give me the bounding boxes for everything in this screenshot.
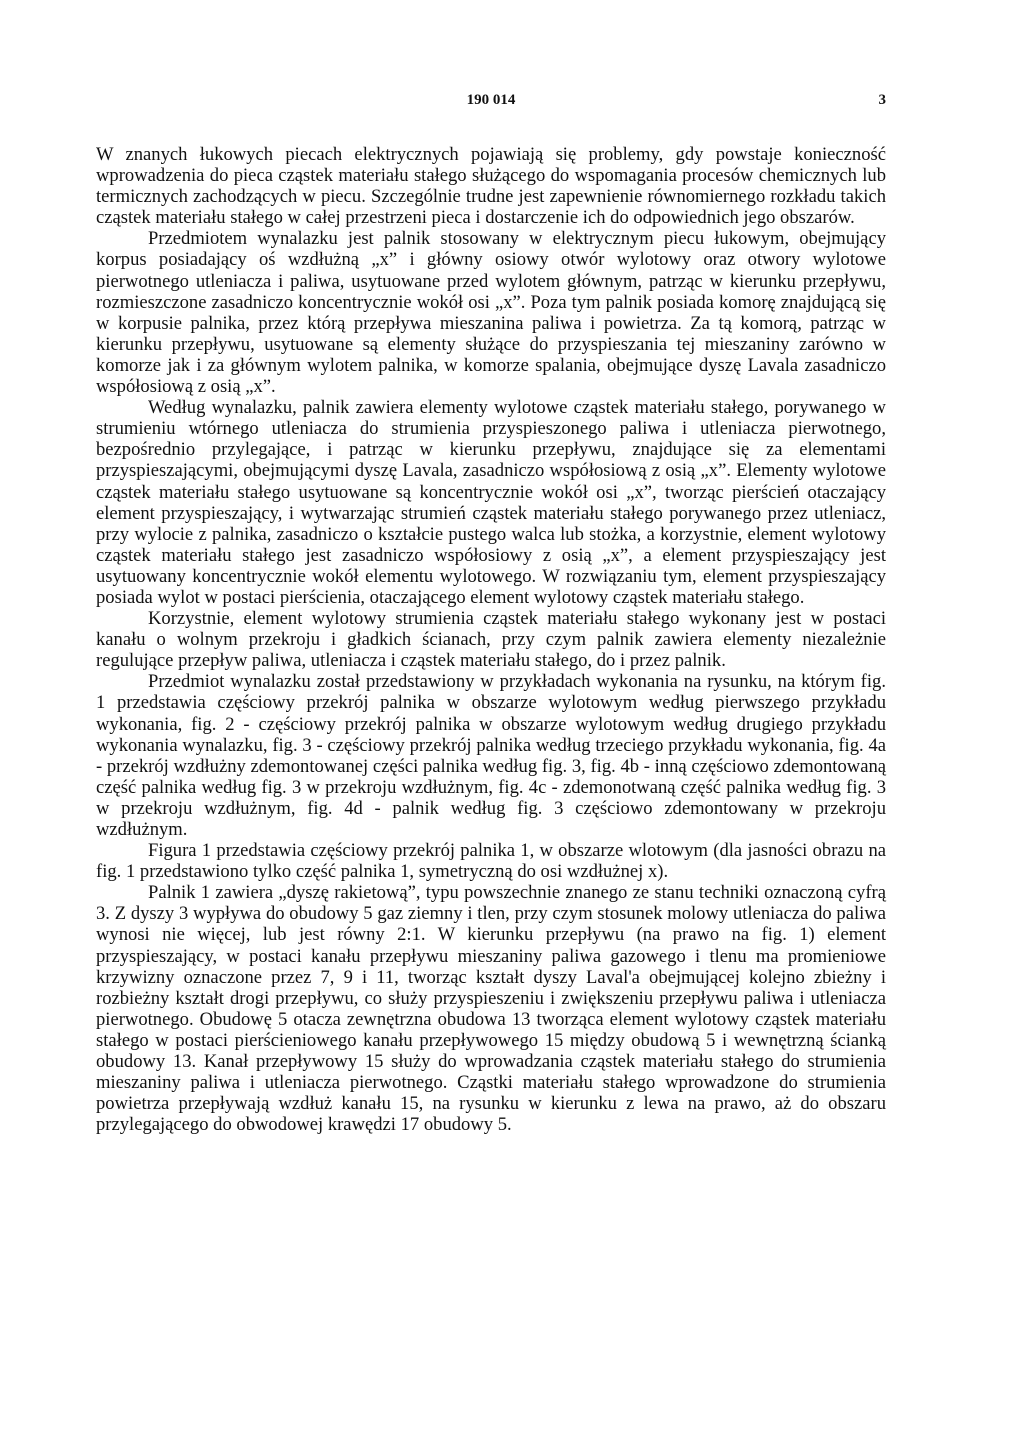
paragraph-2: Przedmiotem wynalazku jest palnik stosowany w elektrycznym piecu łukowym, obejmujący korpus posiadający oś wzdłużną „x” i główny osiowy otwór wylotowy oraz otwory wylotowe pierwotnego utleniacza i paliwa, usytuowane przed wylotem głównym, patrząc w kierunku przepływu, rozmieszczone zasadniczo koncentrycznie wokół osi „x”. Poza tym palnik posiada komorę znajdującą się w korpusie palnika, przez którą przepływa mieszanina paliwa i powietrza. Za tą komorą, patrząc w kierunku przepływu, usytuowane są elementy służące do przyspieszania tej mieszaniny zarówno w komorze jak i za głównym wylotem palnika, w komorze spalania, obejmujące dyszę Lavala zasadniczo współosiową z osią „x”. [96,228,886,398]
page-header [96,92,886,116]
paragraph-4: Korzystnie, element wylotowy strumienia cząstek materiału stałego wykonany jest w postaci kanału o wolnym przekroju i gładkich ścianach, przy czym palnik zawiera elementy niezależnie regulujące przepływ paliwa, utleniacza i cząstek materiału stałego, do i przez palnik. [96,608,886,672]
paragraph-6: Figura 1 przedstawia częściowy przekrój palnika 1, w obszarze wlotowym (dla jasności obrazu na fig. 1 przedstawiono tylko część palnika 1, symetryczną do osi wzdłużnej x). [96,840,886,883]
paragraph-3: Według wynalazku, palnik zawiera elementy wylotowe cząstek materiału stałego, porywanego w strumieniu wtórnego utleniacza do strumienia przyspieszonego paliwa i utleniacza pierwotnego, bezpośrednio przylegające, i patrząc w kierunku przepływu, znajdujące się za elementami przyspieszającymi, obejmującymi dyszę Lavala, zasadniczo współosiową z osią „x”. Elementy wylotowe cząstek materiału stałego usytuowane są koncentrycznie wokół osi „x”, tworząc pierścień otaczający element przyspieszający, i wytwarzając strumień cząstek materiału stałego porywanego przez utleniacz, przy wylocie z palnika, zasadniczo o kształcie pustego walca lub stożka, a korzystnie, element wylotowy cząstek materiału stałego jest zasadniczo współosiowy z osią „x”, a element przyspieszający jest usytuowany koncentrycznie wokół elementu wylotowego. W rozwiązaniu tym, element przyspieszający posiada wylot w postaci pierścienia, otaczającego element wylotowy cząstek materiału stałego. [96,397,886,608]
paragraph-7: Palnik 1 zawiera „dyszę rakietową”, typu powszechnie znanego ze stanu techniki oznaczoną cyfrą 3. Z dyszy 3 wypływa do obudowy 5 gaz ziemny i tlen, przy czym stosunek molowy utleniacza do paliwa wynosi nie więcej, lub jest równy 2:1. W kierunku przepływu (na prawo na fig. 1) element przyspieszający, w postaci kanału przepływu mieszaniny paliwa gazowego i tlenu ma promieniowe krzywizny oznaczone przez 7, 9 i 11, tworząc kształt dyszy Laval'a obejmującej kolejno zbieżny i rozbieżny kształt drogi przepływu, co służy przyspieszeniu i zwiększeniu przepływu paliwa i utleniacza pierwotnego. Obudowę 5 otacza zewnętrzna obudowa 13 tworząca element wylotowy cząstek materiału stałego w postaci pierścieniowego kanału przepływowego 15 między obudową 5 i wewnętrzną ścianką obudowy 13. Kanał przepływowy 15 służy do wprowadzania cząstek materiału stałego do strumienia mieszaniny paliwa i utleniacza pierwotnego. Cząstki materiału stałego wprowadzone do strumienia powietrza przepływają wzdłuż kanału 15, na rysunku w kierunku z lewa na prawo, aż do obszaru przylegającego do obwodowej krawędzi 17 obudowy 5. [96,882,886,1136]
page-number: 3 [878,92,886,108]
document-number: 190 014 [466,92,516,108]
paragraph-1: W znanych łukowych piecach elektrycznych pojawiają się problemy, gdy powstaje konieczność wprowadzenia do pieca cząstek materiału stałego służącego do wspomagania procesów chemicznych lub termicznych zachodzących w piecu. Szczególnie trudne jest zapewnienie równomiernego rozkładu takich cząstek materiału stałego w całej przestrzeni pieca i dostarczenie ich do odpowiednich jego obszarów. [96,144,886,229]
document-body [96,144,886,1135]
paragraph-5: Przedmiot wynalazku został przedstawiony w przykładach wykonania na rysunku, na którym fig. 1 przedstawia częściowy przekrój palnika w obszarze wylotowym według pierwszego przykładu wykonania, fig. 2 - częściowy przekrój palnika w obszarze wylotowym według drugiego przykładu wykonania wynalazku, fig. 3 - częściowy przekrój palnika według trzeciego przykładu wykonania, fig. 4a - przekrój wzdłużny zdemontowanej części palnika według fig. 3, fig. 4b - inną częściowo zdemontowaną część palnika według fig. 3 w przekroju wzdłużnym, fig. 4c - zdemonotwaną część palnika według fig. 3 w przekroju wzdłużnym, fig. 4d - palnik według fig. 3 częściowo zdemontowany w przekroju wzdłużnym. [96,671,886,840]
